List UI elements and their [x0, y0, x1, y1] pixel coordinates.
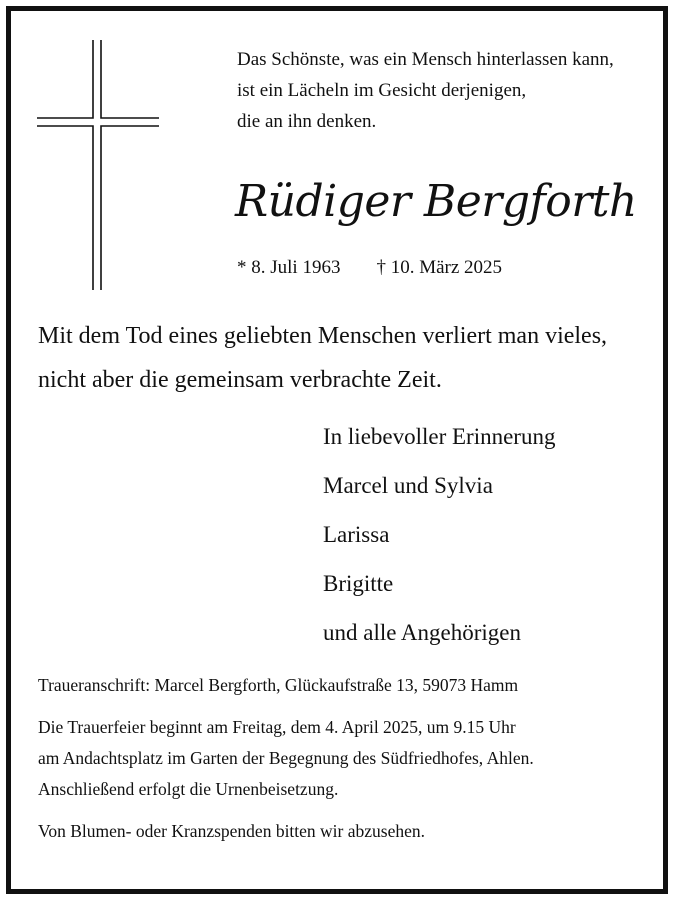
- motto-line: Mit dem Tod eines geliebten Menschen verliert man vieles,: [38, 323, 608, 349]
- mourner-line: Marcel und Sylvia: [323, 473, 493, 498]
- birth-date: * 8. Juli 1963: [237, 257, 341, 278]
- ceremony-line: Anschließend erfolgt die Urnenbeisetzung.: [38, 779, 339, 799]
- mourner-line: und alle Angehörigen: [323, 620, 522, 645]
- ceremony-line: am Andachtsplatz im Garten der Begegnung des Südfriedhofes, Ahlen.: [38, 748, 534, 768]
- mourning-address: Traueranschrift: Marcel Bergforth, Glückaufstraße 13, 59073 Hamm: [38, 675, 519, 695]
- mourner-line: Brigitte: [323, 571, 394, 596]
- motto-line: nicht aber die gemeinsam verbrachte Zeit.: [38, 367, 442, 393]
- memorial-quote: [237, 44, 657, 137]
- mourners-list: [323, 412, 555, 657]
- quote-line: ist ein Lächeln im Gesicht derjenigen,: [237, 80, 527, 101]
- ceremony-line: Die Trauerfeier beginnt am Freitag, dem 4. April 2025, um 9.15 Uhr: [38, 717, 516, 737]
- death-date: † 10. März 2025: [376, 257, 503, 278]
- deceased-name: Rüdiger Bergforth: [235, 176, 637, 227]
- flowers-note: Von Blumen- oder Kranzspenden bitten wir abzusehen.: [38, 821, 425, 841]
- motto-text: [38, 314, 648, 402]
- life-dates: [237, 255, 502, 281]
- quote-line: die an ihn denken.: [237, 111, 377, 132]
- quote-line: Das Schönste, was ein Mensch hinterlassen kann,: [237, 49, 614, 70]
- mourner-line: Larissa: [323, 522, 390, 547]
- mourner-line: In liebevoller Erinnerung: [323, 424, 556, 449]
- funeral-info: [38, 670, 648, 847]
